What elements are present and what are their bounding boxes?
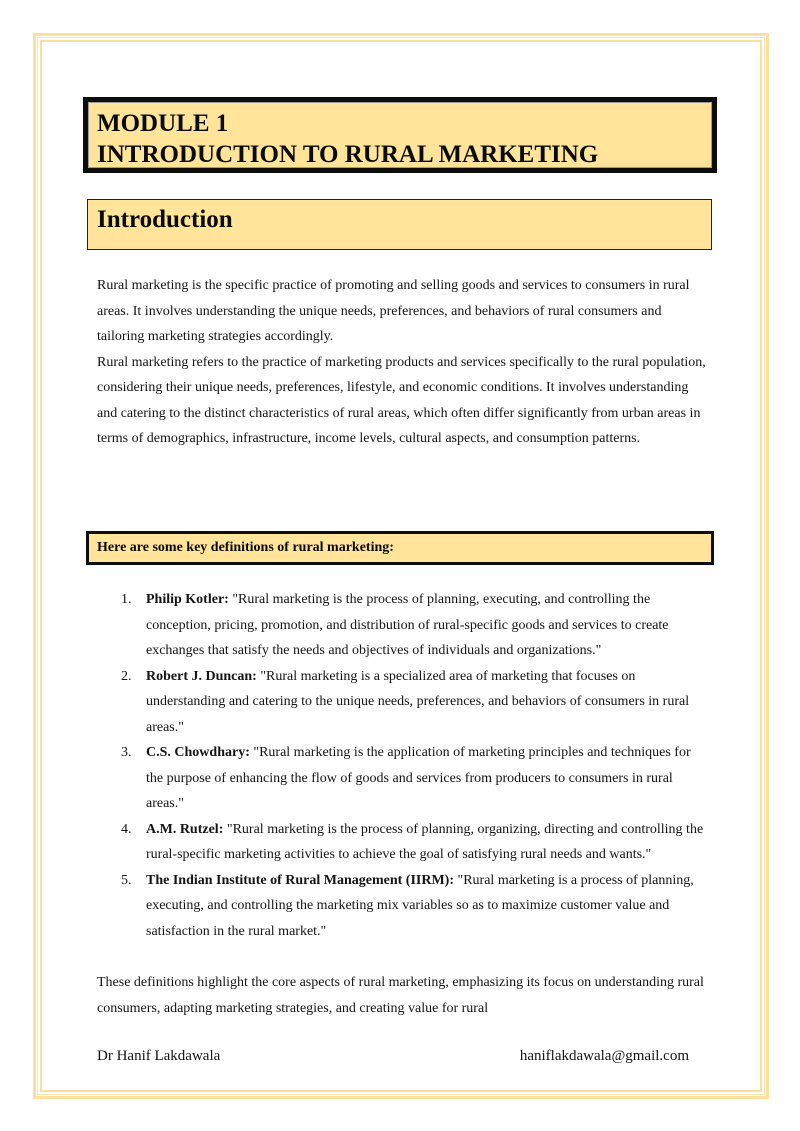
definitions-heading: Here are some key definitions of rural marketing:: [97, 540, 394, 555]
footer-author: Dr Hanif Lakdawala: [97, 1048, 221, 1064]
module-title-box: [83, 97, 717, 173]
definitions-heading-box: [86, 531, 714, 565]
introduction-body: [97, 273, 709, 452]
footer-email: haniflakdawala@gmail.com: [519, 1048, 689, 1064]
module-title: INTRODUCTION TO RURAL MARKETING: [97, 141, 599, 168]
definition-author: A.M. Rutzel:: [146, 821, 224, 837]
module-number: MODULE 1: [97, 110, 229, 137]
definition-number: 4.: [121, 821, 132, 837]
introduction-heading: Introduction: [97, 206, 233, 233]
closing-paragraph: These definitions highlight the core aspects of rural marketing, emphasizing its focus on understanding rural consumers, adapting marketing strategies, and creating value for rural: [97, 975, 704, 1016]
introduction-paragraph-2: Rural marketing refers to the practice of marketing products and services specifically to the rural population, considering their unique needs, preferences, lifestyle, and economic conditions. It involves understanding and catering to the distinct characteristics of rural areas, which often differ significantly from urban areas in terms of demographics, infrastructure, income levels, cultural aspects, and consumption patterns.: [97, 354, 706, 446]
module-title-box-inner: [88, 102, 712, 168]
definition-text: "Rural marketing is the process of planning, organizing, directing and controlling the rural-specific marketing activities to achieve the goal of satisfying rural needs and wants.": [146, 821, 704, 862]
definition-author: Robert J. Duncan:: [146, 668, 257, 684]
definitions-closing: [97, 970, 709, 1021]
definition-number: 2.: [121, 668, 132, 684]
definition-item: [97, 740, 709, 817]
definition-text: "Rural marketing is a process of planning, executing, and controlling the marketing mix variables so as to maximize customer value and satisfaction in the rural market.": [146, 872, 694, 939]
definitions-list: [97, 587, 709, 944]
introduction-heading-box: [87, 199, 712, 250]
definition-text: "Rural marketing is the process of planning, executing, and controlling the conception, pricing, promotion, and distribution of rural-specific goods and services to create exchanges that satisfy the needs and objectives of individuals and organizations.": [146, 592, 669, 658]
introduction-paragraph-1: Rural marketing is the specific practice of promoting and selling goods and services to consumers in rural areas. It involves understanding the unique needs, preferences, and behaviors of rural consumers and tailoring marketing strategies accordingly.: [97, 278, 690, 344]
definition-author: Philip Kotler:: [146, 592, 229, 607]
definition-author: The Indian Institute of Rural Management (IIRM):: [146, 872, 454, 888]
definition-number: 3.: [121, 745, 132, 760]
definition-item: [97, 817, 709, 868]
definition-item: [97, 587, 709, 664]
definition-text: "Rural marketing is the application of marketing principles and techniques for the purpose of enhancing the flow of goods and services from producers to consumers in rural areas.": [146, 745, 691, 811]
definition-author: C.S. Chowdhary:: [146, 745, 250, 760]
definition-item: [97, 868, 709, 945]
definition-number: 5.: [121, 872, 132, 888]
definition-text: "Rural marketing is a specialized area of marketing that focuses on understanding and catering to the unique needs, preferences, and behaviors of consumers in rural areas.": [146, 668, 690, 735]
definition-number: 1.: [121, 592, 132, 607]
definition-item: [97, 664, 709, 741]
